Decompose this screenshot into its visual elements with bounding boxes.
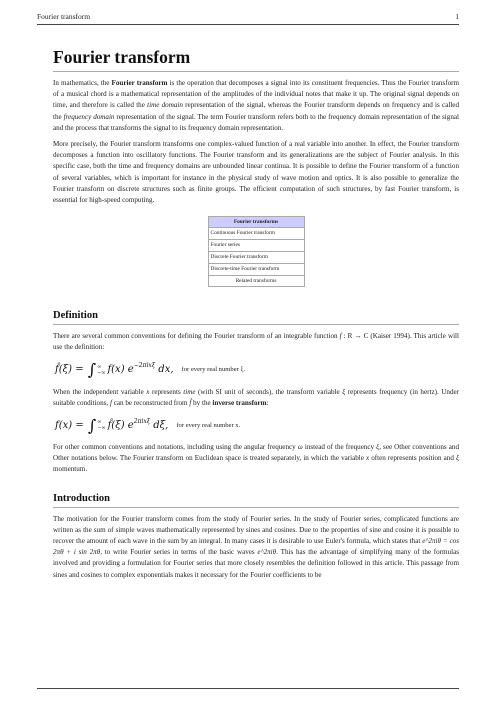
fourier-transform-equation xyxy=(55,358,459,382)
header-rule xyxy=(37,24,459,25)
article-content xyxy=(37,46,459,581)
section-heading-definition: Definition xyxy=(53,310,98,322)
page-number: 1 xyxy=(455,12,459,21)
section-rule xyxy=(53,507,459,508)
navbox-footer[interactable]: Related transforms xyxy=(235,278,277,285)
navbox-title: Fourier transforms xyxy=(209,217,304,228)
article-title: Fourier transform xyxy=(53,47,191,67)
definition-paragraph-3: For other common conventions and notations, including using the angular frequency ω instead of the frequency ξ, see Other conventions and Other notations below. The Fourier transform on Euclidean space is treated separately, in which the variable x often represents position and ξ momentum. xyxy=(53,443,459,474)
term-inverse-transform: inverse transform xyxy=(212,398,267,407)
intro-paragraph-1: In mathematics, the Fourier transform is the operation that decomposes a signal into its constituent frequencies. Thus the Fourier transform of a musical chord is a mathematical representation of the amplitudes of the individual notes that make it up. The original signal depends on time, and therefore is called the time domain representation of the signal, whereas the Fourier transform depends on frequency and is called the frequency domain representation of the signal. The term Fourier transform refers both to the frequency domain representation of the signal and the process that transforms the signal to its frequency domain representation. xyxy=(53,79,459,132)
running-header xyxy=(37,12,459,24)
navbox-item-continuous[interactable]: Continuous Fourier transform xyxy=(209,228,304,240)
running-header-title: Fourier transform xyxy=(37,12,91,21)
definition-paragraph-2: When the independent variable x represents time (with SI unit of seconds), the transform variable ξ represents frequency (in hertz). Under suitable conditions, f can be reconstructed from f̂ by the inverse transform: xyxy=(53,387,459,407)
inverse-transform-equation xyxy=(55,413,459,437)
article-body xyxy=(53,78,459,581)
term-frequency-domain: frequency domain xyxy=(63,112,115,121)
introduction-paragraph-1: The motivation for the Fourier transform comes from the study of Fourier series. In the study of Fourier series, complicated functions are written as the sum of simple waves mathematically represented by sines and cosines. Due to the properties of sine and cosine it is possible to recover the amount of each wave in the sum by an integral. In many cases it is desirable to use Euler's formula, which states that e^2πiθ = cos 2πθ + i sin 2πθ, to write Fourier series in terms of the basic waves e^2πiθ. This has the advantage of simplifying many of the formulas involved and providing a formulation for Fourier series that more closely resembles the definition followed in this article. This passage from sines and cosines to complex exponentials makes it necessary for the Fourier coefficients to be xyxy=(53,514,459,579)
intro-paragraph-2: More precisely, the Fourier transform transforms one complex-valued function of a real variable into another. In effect, the Fourier transform decomposes a function into oscillatory functions. The Fourier transform and its generalizations are the subject of Fourier analysis. In this specific case, both the time and frequency domains are unbounded linear continua. It is possible to define the Fourier transform of a function of several variables, which is important for instance in the physical study of wave motion and optics. It is also possible to generalize the Fourier transform on discrete structures such as finite groups. The efficient computation of such structures, by fast Fourier transform, is essential for high-speed computing. xyxy=(53,140,459,205)
equation-note: for every real number x. xyxy=(176,421,241,429)
term-fourier-transform: Fourier transform xyxy=(111,79,168,87)
equation-note: for every real number ξ. xyxy=(181,366,246,374)
section-rule xyxy=(53,324,459,325)
fourier-transforms-navbox xyxy=(208,216,305,287)
term-time-domain: time domain xyxy=(147,101,183,110)
section-heading-introduction: Introduction xyxy=(53,492,110,504)
navbox-item-discrete-time[interactable]: Discrete-time Fourier transform xyxy=(209,264,304,276)
equation-math: f(x) = ∫ ∞ −∞ f̂(ξ) e 2πixξ dξ, xyxy=(55,415,169,435)
title-rule xyxy=(53,71,459,72)
equation-math: f̂(ξ) = ∫ ∞ −∞ f(x) e −2πixξ dx, xyxy=(55,360,174,380)
definition-paragraph-1: There are several common conventions for defining the Fourier transform of an integrable function f : R → C (Kaiser 1994). This article will use the definition: xyxy=(53,332,459,352)
navbox-item-discrete[interactable]: Discrete Fourier transform xyxy=(209,252,304,264)
navbox-item-series[interactable]: Fourier series xyxy=(209,240,304,252)
footer-rule xyxy=(37,688,459,689)
